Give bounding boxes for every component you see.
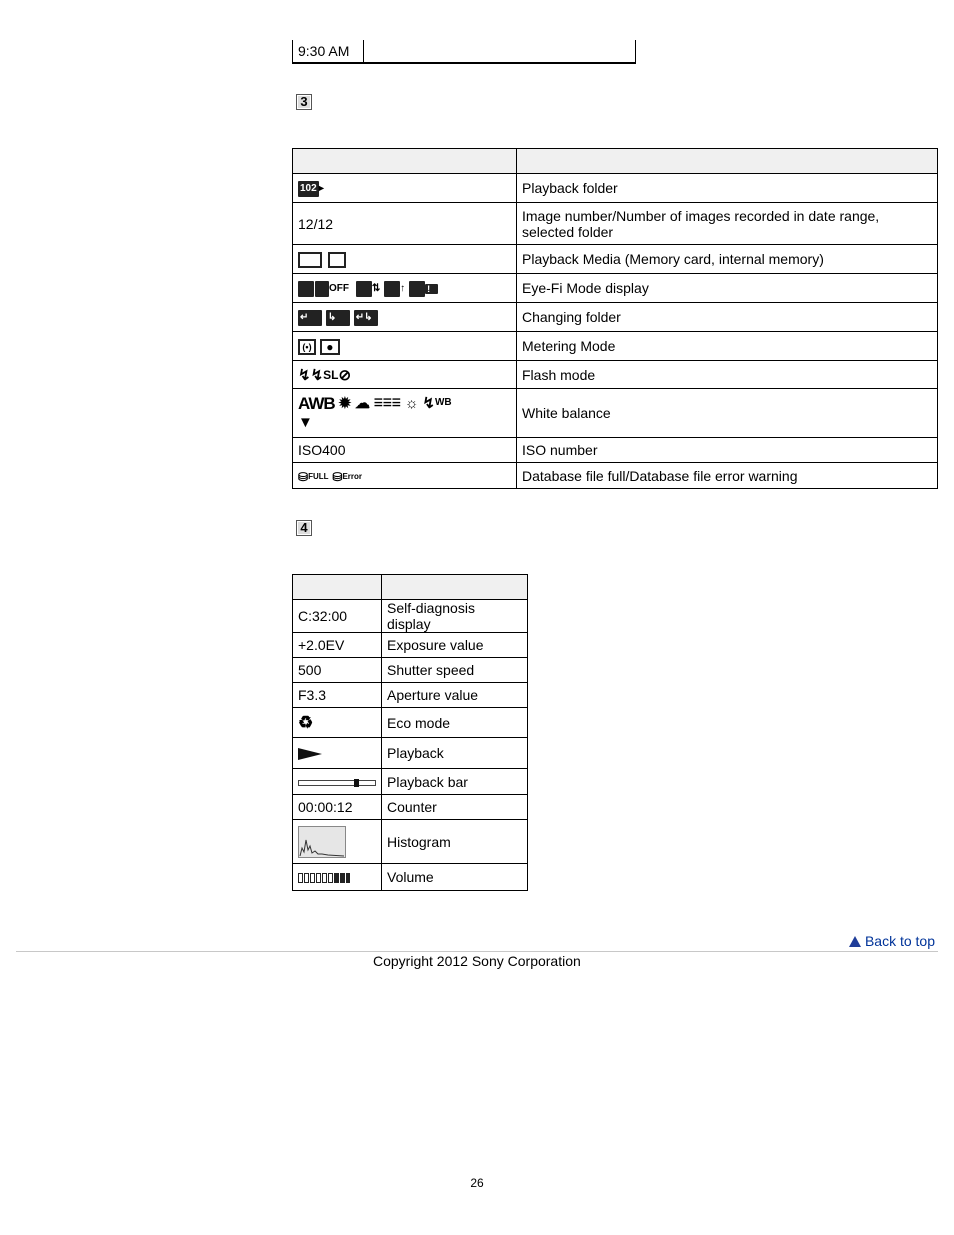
table-row: [293, 274, 938, 303]
table-row: [293, 361, 938, 389]
row-label: Self-diagnosis display: [382, 600, 528, 633]
eye-fi-icon: OFF ⇅ ↑ !: [293, 274, 517, 303]
flash-mode-icon: ↯↯SL⊘: [293, 361, 517, 389]
table-row: [293, 683, 528, 708]
table-row: [293, 245, 938, 274]
metering-mode-icon: (•) ●: [293, 332, 517, 361]
eco-mode-icon: ♻: [293, 708, 382, 738]
aperture-display: F3.3: [293, 683, 382, 708]
exposure-value-display: +2.0EV: [293, 633, 382, 658]
table-row: [293, 658, 528, 683]
time-display: 9:30 AM: [293, 40, 364, 63]
playback-bar-icon: [293, 769, 382, 795]
table-row: [293, 303, 938, 332]
back-to-top-link[interactable]: [849, 933, 935, 949]
table-row: [293, 463, 938, 489]
table-row: [293, 600, 528, 633]
table-row: [293, 174, 938, 203]
row-label: Eco mode: [382, 708, 528, 738]
copyright-text: Copyright 2012 Sony Corporation: [373, 953, 581, 969]
header-indication: [517, 149, 938, 174]
histogram-icon: [293, 820, 382, 864]
table-row: [293, 820, 528, 864]
row-label: Database file full/Database file error warning: [517, 463, 938, 489]
self-diagnosis-display: C:32:00: [293, 600, 382, 633]
row-label: Changing folder: [517, 303, 938, 332]
table-row: [293, 708, 528, 738]
header-display: [293, 575, 382, 600]
image-number-display: 12/12: [293, 203, 517, 245]
row-label: White balance: [517, 389, 938, 438]
row-label: Playback: [382, 738, 528, 769]
row-label: Playback bar: [382, 769, 528, 795]
row-label: Shutter speed: [382, 658, 528, 683]
white-balance-icon: AWB ✹ ☁ ☰☰☰ ☼ ↯WB ▼: [293, 389, 517, 438]
row-label: Playback Media (Memory card, internal memory): [517, 245, 938, 274]
shutter-speed-display: 500: [293, 658, 382, 683]
header-indication: [382, 575, 528, 600]
row-label: Eye-Fi Mode display: [517, 274, 938, 303]
table-row: [293, 389, 938, 438]
table-header-row: [293, 575, 528, 600]
section-3-table: [292, 148, 938, 489]
playback-icon: [293, 738, 382, 769]
row-label: Image number/Number of images recorded in date range, selected folder: [517, 203, 938, 245]
table-row: [293, 864, 528, 891]
table-row: [293, 438, 938, 463]
table-header-row: [293, 149, 938, 174]
section-4-table: [292, 574, 528, 891]
volume-icon: [293, 864, 382, 891]
playback-folder-icon: 102 ▸: [293, 174, 517, 203]
table-row: [293, 633, 528, 658]
footer-divider: [16, 951, 938, 952]
table-row: [293, 795, 528, 820]
database-icon: ⛁FULL ⛁Error: [293, 463, 517, 489]
table-row: [293, 40, 636, 63]
counter-display: 00:00:12: [293, 795, 382, 820]
iso-display: ISO400: [293, 438, 517, 463]
row-label: Histogram: [382, 820, 528, 864]
table-row: [293, 203, 938, 245]
row-label: Metering Mode: [517, 332, 938, 361]
row-label: Counter: [382, 795, 528, 820]
row-label: Flash mode: [517, 361, 938, 389]
row-label: Volume: [382, 864, 528, 891]
up-arrow-icon: [849, 936, 861, 947]
section-3-marker: 3: [296, 94, 312, 110]
changing-folder-icon: ↵ ↳ ↵↳: [293, 303, 517, 332]
previous-table-fragment: [292, 40, 636, 64]
section-4-marker: 4: [296, 520, 312, 536]
table-row: [293, 332, 938, 361]
back-to-top-label: Back to top: [864, 933, 935, 949]
table-row: [293, 769, 528, 795]
row-label: Exposure value: [382, 633, 528, 658]
row-label: Aperture value: [382, 683, 528, 708]
time-description: [364, 40, 636, 63]
row-label: ISO number: [517, 438, 938, 463]
playback-media-icon: [293, 245, 517, 274]
header-display: [293, 149, 517, 174]
table-row: [293, 738, 528, 769]
page-number: 26: [470, 1176, 484, 1190]
row-label: Playback folder: [517, 174, 938, 203]
